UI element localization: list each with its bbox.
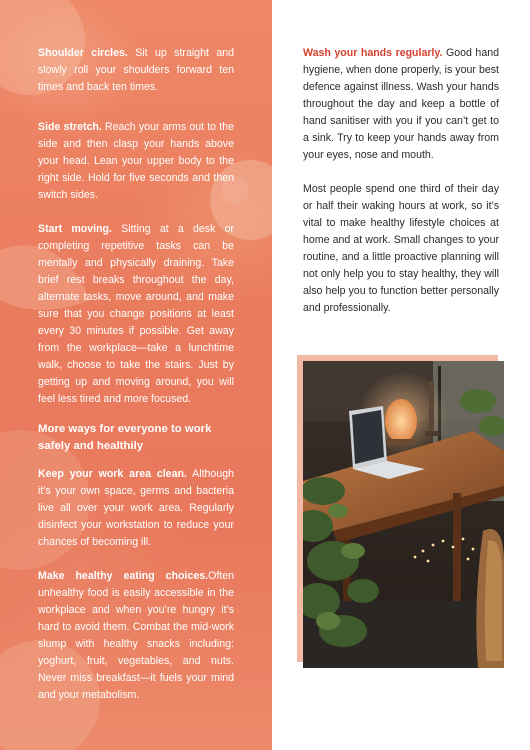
healthy-eating-paragraph <box>38 568 234 704</box>
start-moving-text: Sitting at a desk or completing repetitive tasks can be mentally and physically draining. Take brief rest breaks throughout the day, alternate tasks, move around, and make sure that you change positions at least every 30 minutes if possible. Get away from the workplace—take a lunchtime walk, choose to take the stairs. Just by getting up and moving around, you will feel less tired and more focused. <box>38 223 234 405</box>
wash-hands-text: Good hand hygiene, when done properly, is your best defence against illness. Wash your hands throughout the day and keep a bottle of hand sanitiser with you if you can’t get to a sink. Try to keep your hands away from your eyes, nose and mouth. <box>303 47 500 161</box>
lifestyle-paragraph: Most people spend one third of their day or half their waking hours at work, so it’s vital to make healthy lifestyle choices at home and at work. Small changes to your routine, and a little proactive planning will not only help you to stay healthy, they will also help you to function better personally and professionally. <box>303 183 499 314</box>
healthy-eating-text: Often unhealthy food is easily accessible in the workplace and when you’re hungry it’s hard to avoid them. Combat the mid-work slump with healthy snacks including: yoghurt, fruit, vegetables, and nuts. Never miss breakfast—it fuels your mind and your metabolism. <box>38 570 234 701</box>
clean-work-area-paragraph <box>38 466 234 551</box>
shoulder-circles-text: Sit up straight and slowly roll your shoulders forward ten times and back ten times. <box>38 47 234 93</box>
wash-hands-paragraph <box>303 45 499 164</box>
healthy-eating-heading: Make healthy eating choices. <box>38 570 209 582</box>
start-moving-paragraph <box>38 221 234 408</box>
clean-work-area-text: Although it’s your own space, germs and bacteria live all over your work area. Regularly disinfect your workstation to reduce your chances of becoming ill. <box>38 468 234 548</box>
shoulder-circles-paragraph <box>38 45 234 96</box>
section-heading: More ways for everyone to work safely and healthily <box>38 423 212 452</box>
start-moving-heading: Start moving. <box>38 223 112 235</box>
desk-laptop-image <box>303 361 504 668</box>
clean-work-area-heading: Keep your work area clean. <box>38 468 187 480</box>
shoulder-circles-heading: Shoulder circles. <box>38 47 128 59</box>
wash-hands-heading: Wash your hands regularly. <box>303 47 443 59</box>
workspace-photo <box>303 361 504 668</box>
side-stretch-text: Reach your arms out to the side and then clasp your hands above your head. Lean your upper body to the right side. Hold for five seconds and then switch sides. <box>38 121 234 201</box>
side-stretch-paragraph <box>38 119 234 204</box>
side-stretch-heading: Side stretch. <box>38 121 102 133</box>
